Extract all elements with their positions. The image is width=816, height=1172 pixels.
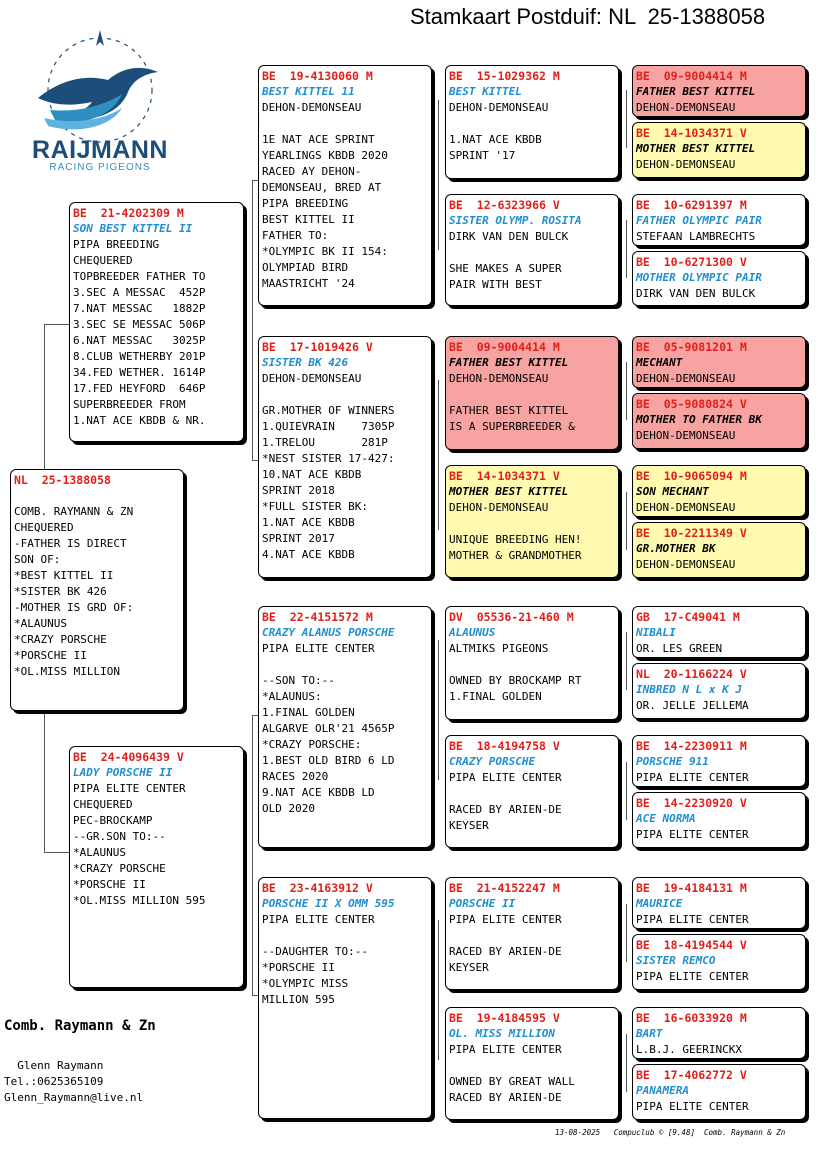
pigeon-owner: DEHON-DEMONSEAU	[262, 101, 362, 114]
pigeon-owner: DIRK VAN DEN BULCK	[636, 287, 756, 300]
info-line: 7.NAT MESSAC 1882P	[73, 302, 206, 315]
pigeon-owner: DEHON-DEMONSEAU	[449, 501, 549, 514]
ring-number: BE 19-4184595 V	[449, 1011, 560, 1025]
info-line: RACED BY ARIEN-DE	[449, 803, 562, 816]
pigeon-owner: PIPA ELITE CENTER	[73, 782, 186, 795]
ring-number: BE 18-4194544 V	[636, 938, 747, 952]
pigeon-name: SISTER OLYMP. ROSITA	[449, 214, 582, 227]
pigeon-card-mmf[interactable]	[445, 877, 619, 990]
pigeon-name: MAURICE	[636, 897, 683, 910]
pigeon-card-g6[interactable]	[632, 393, 806, 449]
pigeon-card-fmm[interactable]	[445, 465, 619, 578]
info-line: OWNED BY GREAT WALL	[449, 1075, 575, 1088]
info-line: OLD 2020	[262, 802, 315, 815]
connector-line	[44, 852, 70, 853]
pigeon-name: NIBALI	[636, 626, 676, 639]
connector-line	[626, 362, 627, 420]
info-line: ALGARVE OLR'21 4565P	[262, 722, 395, 735]
connector-line	[626, 492, 627, 550]
info-line: --SON TO:--	[262, 674, 335, 687]
pigeon-name: GR.MOTHER BK	[636, 542, 716, 555]
info-line: *PORSCHE II	[14, 649, 87, 662]
ring-number: BE 15-1029362 M	[449, 69, 560, 83]
pigeon-owner: DEHON-DEMONSEAU	[449, 372, 549, 385]
connector-line	[626, 904, 627, 962]
pigeon-owner: L.B.J. GEERINCKX	[636, 1043, 742, 1056]
info-line: YEARLINGS KBDB 2020	[262, 149, 388, 162]
info-line: SPRINT '17	[449, 149, 516, 162]
ring-number: BE 19-4130060 M	[262, 69, 373, 83]
pigeon-name: FATHER BEST KITTEL	[449, 356, 569, 369]
info-line: RACED BY ARIEN-DE	[449, 945, 562, 958]
ring-number: BE 16-6033920 M	[636, 1011, 747, 1025]
ring-number: BE 19-4184131 M	[636, 881, 747, 895]
pigeon-card-g13[interactable]	[632, 877, 806, 929]
contact-person: Glenn Raymann	[4, 1059, 104, 1072]
pigeon-owner: DEHON-DEMONSEAU	[636, 158, 736, 171]
pigeon-name: CRAZY PORSCHE	[449, 755, 536, 768]
pigeon-name: SON MECHANT	[636, 485, 709, 498]
info-line: RACED BY ARIEN-DE	[449, 1091, 562, 1104]
info-line: CHEQUERED	[73, 254, 133, 267]
info-line: OLYMPIAD BIRD	[262, 261, 349, 274]
pigeon-card-father[interactable]	[69, 202, 244, 442]
info-line: *FULL SISTER BK:	[262, 500, 368, 513]
connector-line	[626, 762, 627, 820]
ring-number: BE 10-9065094 M	[636, 469, 747, 483]
pigeon-card-ffm[interactable]	[445, 194, 619, 306]
pigeon-name: SISTER BK 426	[262, 356, 349, 369]
pigeon-name: BEST KITTEL	[449, 85, 522, 98]
pigeon-card-fm[interactable]	[258, 336, 432, 578]
info-line: *CRAZY PORSCHE:	[262, 738, 362, 751]
pigeon-card-mother[interactable]	[69, 746, 244, 988]
info-line: --GR.SON TO:--	[73, 830, 166, 843]
ring-number: BE 09-9004414 M	[449, 340, 560, 354]
info-line: *PORSCHE II	[73, 878, 146, 891]
pigeon-name: MOTHER OLYMPIC PAIR	[636, 271, 762, 284]
pigeon-name: PORSCHE II	[449, 897, 516, 910]
info-line: MILLION 595	[262, 993, 335, 1006]
info-line: 1.BEST OLD BIRD 6 LD	[262, 754, 395, 767]
pigeon-card-g10[interactable]	[632, 663, 806, 719]
pigeon-name: BART	[636, 1027, 663, 1040]
pigeon-name: ACE NORMA	[636, 812, 696, 825]
pigeon-card-fff[interactable]	[445, 65, 619, 179]
info-line: 1.QUIEVRAIN 7305P	[262, 420, 395, 433]
ring-number: BE 05-9081201 M	[636, 340, 747, 354]
info-line: --DAUGHTER TO:--	[262, 945, 368, 958]
ring-number: DV 05536-21-460 M	[449, 610, 574, 624]
pigeon-owner: ALTMIKS PIGEONS	[449, 642, 549, 655]
breeder-name: Comb. Raymann & Zn	[4, 1018, 156, 1034]
connector-line	[438, 380, 439, 530]
info-line: 1.FINAL GOLDEN	[262, 706, 355, 719]
pigeon-name: CRAZY ALANUS PORSCHE	[262, 626, 395, 639]
ring-number: NL 20-1166224 V	[636, 667, 747, 681]
info-line: SHE MAKES A SUPER	[449, 262, 562, 275]
pigeon-name: SON BEST KITTEL II	[73, 222, 193, 235]
pigeon-name: MECHANT	[636, 356, 683, 369]
ring-number: BE 12-6323966 V	[449, 198, 560, 212]
pigeon-name: OL. MISS MILLION	[449, 1027, 555, 1040]
info-line: 3.SEC A MESSAC 452P	[73, 286, 206, 299]
info-line: TOPBREEDER FATHER TO	[73, 270, 206, 283]
connector-line	[438, 920, 439, 1060]
pigeon-owner: PIPA ELITE CENTER	[636, 1100, 749, 1113]
info-line: 9.NAT ACE KBDB LD	[262, 786, 375, 799]
ring-number: BE 14-1034371 V	[636, 126, 747, 140]
ring-number: BE 14-2230911 M	[636, 739, 747, 753]
ring-number: BE 17-1019426 V	[262, 340, 373, 354]
info-line: KEYSER	[449, 819, 489, 832]
info-line: KEYSER	[449, 961, 489, 974]
pigeon-owner: OR. LES GREEN	[636, 642, 723, 655]
pigeon-owner: DEHON-DEMONSEAU	[262, 372, 362, 385]
ring-number: BE 23-4163912 V	[262, 881, 373, 895]
pigeon-card-mmm[interactable]	[445, 1007, 619, 1120]
pigeon-card-g4[interactable]	[632, 251, 806, 306]
pigeon-card-g11[interactable]	[632, 735, 806, 787]
pigeon-name: MOTHER TO FATHER BK	[636, 413, 762, 426]
info-line: 1E NAT ACE SPRINT	[262, 133, 375, 146]
pigeon-card-ff[interactable]	[258, 65, 432, 306]
pigeon-owner: PIPA ELITE CENTER	[449, 771, 562, 784]
pigeon-owner: DEHON-DEMONSEAU	[636, 372, 736, 385]
ring-number: NL 25-1388058	[14, 473, 111, 487]
info-line: *ALAUNUS	[73, 846, 126, 859]
pigeon-name: INBRED N L x K J	[636, 683, 742, 696]
pigeon-owner: DEHON-DEMONSEAU	[636, 501, 736, 514]
info-line: OWNED BY BROCKAMP RT	[449, 674, 582, 687]
footer-text: 13-08-2025 Compuclub © [9.48] Comb. Raymann & Zn	[555, 1128, 786, 1137]
info-line: FATHER TO:	[262, 229, 329, 242]
connector-line	[626, 90, 627, 148]
pigeon-name: MOTHER BEST KITTEL	[449, 485, 569, 498]
ring-number: BE 21-4202309 M	[73, 206, 184, 220]
info-line: SPRINT 2017	[262, 532, 335, 545]
pigeon-owner: STEFAAN LAMBRECHTS	[636, 230, 756, 243]
info-line: FATHER BEST KITTEL	[449, 404, 569, 417]
info-line: *BEST KITTEL II	[14, 569, 114, 582]
pigeon-name: BEST KITTEL 11	[262, 85, 355, 98]
info-line: MAASTRICHT '24	[262, 277, 355, 290]
info-line: *PORSCHE II	[262, 961, 335, 974]
pigeon-card-mff[interactable]	[445, 606, 619, 720]
pigeon-owner: OR. JELLE JELLEMA	[636, 699, 749, 712]
pigeon-owner: PIPA ELITE CENTER	[449, 1043, 562, 1056]
pigeon-owner: DEHON-DEMONSEAU	[636, 558, 736, 571]
pigeon-card-fmf[interactable]	[445, 336, 619, 450]
info-line: 17.FED HEYFORD 646P	[73, 382, 206, 395]
info-line: SUPERBREEDER FROM	[73, 398, 186, 411]
pigeon-card-g5[interactable]	[632, 336, 806, 388]
info-line: PIPA BREEDING	[262, 197, 349, 210]
pigeon-owner: DIRK VAN DEN BULCK	[449, 230, 569, 243]
info-line: *ALAUNUS:	[262, 690, 322, 703]
info-line: *ALAUNUS	[14, 617, 67, 630]
pigeon-card-g9[interactable]	[632, 606, 806, 658]
ring-number: BE 22-4151572 M	[262, 610, 373, 624]
connector-line	[44, 712, 45, 852]
pigeon-owner: DEHON-DEMONSEAU	[636, 429, 736, 442]
info-line: *CRAZY PORSCHE	[73, 862, 166, 875]
pigeon-owner: PIPA ELITE CENTER	[262, 642, 375, 655]
pigeon-name: LADY PORSCHE II	[73, 766, 173, 779]
pigeon-card-g8[interactable]	[632, 522, 806, 578]
pigeon-card-g7[interactable]	[632, 465, 806, 517]
pigeon-card-g3[interactable]	[632, 194, 806, 246]
breeder-contact	[4, 1058, 143, 1106]
info-line: GR.MOTHER OF WINNERS	[262, 404, 395, 417]
info-line: *OLYMPIC BK II 154:	[262, 245, 388, 258]
info-line: 4.NAT ACE KBDB	[262, 548, 355, 561]
info-line: DEMONSEAU, BRED AT	[262, 181, 382, 194]
pigeon-card-g14[interactable]	[632, 934, 806, 990]
info-line: 1.TRELOU 281P	[262, 436, 388, 449]
pigeon-name: FATHER BEST KITTEL	[636, 85, 756, 98]
connector-line	[252, 715, 253, 995]
pigeon-owner: PIPA ELITE CENTER	[449, 913, 562, 926]
pigeon-card-mfm[interactable]	[445, 735, 619, 848]
ring-number: BE 14-1034371 V	[449, 469, 560, 483]
ring-number: BE 17-4062772 V	[636, 1068, 747, 1082]
ring-number: BE 14-2230920 V	[636, 796, 747, 810]
pigeon-owner: PIPA ELITE CENTER	[262, 913, 375, 926]
pigeon-card-mf[interactable]	[258, 606, 432, 848]
pigeon-card-subject[interactable]	[10, 469, 184, 711]
pigeon-name: FATHER OLYMPIC PAIR	[636, 214, 762, 227]
ring-number: BE 21-4152247 M	[449, 881, 560, 895]
info-line: CHEQUERED	[14, 521, 74, 534]
pigeon-name: PORSCHE II X OMM 595	[262, 897, 395, 910]
logo-tagline: RACING PIGEONS	[49, 162, 151, 173]
info-line: COMB. RAYMANN & ZN	[14, 505, 134, 518]
pigeon-owner: PIPA ELITE CENTER	[636, 913, 749, 926]
info-line: IS A SUPERBREEDER &	[449, 420, 575, 433]
info-line: 6.NAT MESSAC 3025P	[73, 334, 206, 347]
info-line: UNIQUE BREEDING HEN!	[449, 533, 582, 546]
info-line: *NEST SISTER 17-427:	[262, 452, 395, 465]
ring-number: BE 10-2211349 V	[636, 526, 747, 540]
info-line: *SISTER BK 426	[14, 585, 107, 598]
connector-line	[626, 1034, 627, 1092]
connector-line	[626, 632, 627, 690]
info-line: 8.CLUB WETHERBY 201P	[73, 350, 206, 363]
pigeon-name: MOTHER BEST KITTEL	[636, 142, 756, 155]
info-line: CHEQUERED	[73, 798, 133, 811]
info-line: 3.SEC SE MESSAC 506P	[73, 318, 206, 331]
info-line: 10.NAT ACE KBDB	[262, 468, 362, 481]
info-line: PAIR WITH BEST	[449, 278, 542, 291]
info-line: *OLYMPIC MISS	[262, 977, 349, 990]
connector-line	[626, 220, 627, 278]
contact-phone: Tel.:0625365109	[4, 1075, 104, 1088]
info-line: -FATHER IS DIRECT	[14, 537, 127, 550]
pigeon-owner: PIPA ELITE CENTER	[636, 828, 749, 841]
pigeon-card-g15[interactable]	[632, 1007, 806, 1059]
info-line: -MOTHER IS GRD OF:	[14, 601, 134, 614]
connector-line	[438, 640, 439, 780]
logo-brand: RAIJMANN	[32, 136, 168, 164]
ring-number: BE 05-9080824 V	[636, 397, 747, 411]
pigeon-name: PORSCHE 911	[636, 755, 709, 768]
pigeon-name: SISTER REMCO	[636, 954, 716, 967]
info-line: 1.NAT ACE KBDB	[449, 133, 542, 146]
info-line: RACED AY DEHON-	[262, 165, 362, 178]
info-line: 1.NAT ACE KBDB	[262, 516, 355, 529]
info-line: PEC-BROCKAMP	[73, 814, 153, 827]
ring-number: BE 24-4096439 V	[73, 750, 184, 764]
info-line: SPRINT 2018	[262, 484, 335, 497]
info-line: BEST KITTEL II	[262, 213, 355, 226]
page-title: Stamkaart Postduif: NL 25-1388058	[410, 4, 766, 29]
info-line: *OL.MISS MILLION	[14, 665, 120, 678]
contact-email[interactable]: Glenn_Raymann@live.nl	[4, 1091, 144, 1104]
pigeon-owner: PIPA BREEDING	[73, 238, 160, 251]
pigeon-card-g16[interactable]	[632, 1064, 806, 1120]
info-line: SON OF:	[14, 553, 61, 566]
connector-line	[252, 180, 253, 460]
pigeon-name: PANAMERA	[636, 1084, 689, 1097]
info-line: RACES 2020	[262, 770, 329, 783]
info-line: *OL.MISS MILLION 595	[73, 894, 206, 907]
pigeon-owner: DEHON-DEMONSEAU	[636, 101, 736, 114]
pigeon-card-g2[interactable]	[632, 122, 806, 178]
ring-number: BE 18-4194758 V	[449, 739, 560, 753]
pigeon-card-g1[interactable]	[632, 65, 806, 117]
ring-number: GB 17-C49041 M	[636, 610, 740, 624]
info-line: 1.NAT ACE KBDB & NR.	[73, 414, 206, 427]
pigeon-card-g12[interactable]	[632, 792, 806, 848]
info-line: *CRAZY PORSCHE	[14, 633, 107, 646]
pigeon-owner: PIPA ELITE CENTER	[636, 771, 749, 784]
connector-line	[44, 324, 70, 325]
ring-number: BE 10-6291397 M	[636, 198, 747, 212]
pigeon-owner: DEHON-DEMONSEAU	[449, 101, 549, 114]
pigeon-owner: PIPA ELITE CENTER	[636, 970, 749, 983]
pigeon-card-mm[interactable]	[258, 877, 432, 1119]
connector-line	[438, 100, 439, 250]
info-line: 1.FINAL GOLDEN	[449, 690, 542, 703]
ring-number: BE 09-9004414 M	[636, 69, 747, 83]
info-line: 34.FED WETHER. 1614P	[73, 366, 206, 379]
connector-line	[44, 324, 45, 469]
info-line: MOTHER & GRANDMOTHER	[449, 549, 582, 562]
ring-number: BE 10-6271300 V	[636, 255, 747, 269]
pigeon-name: ALAUNUS	[449, 626, 496, 639]
